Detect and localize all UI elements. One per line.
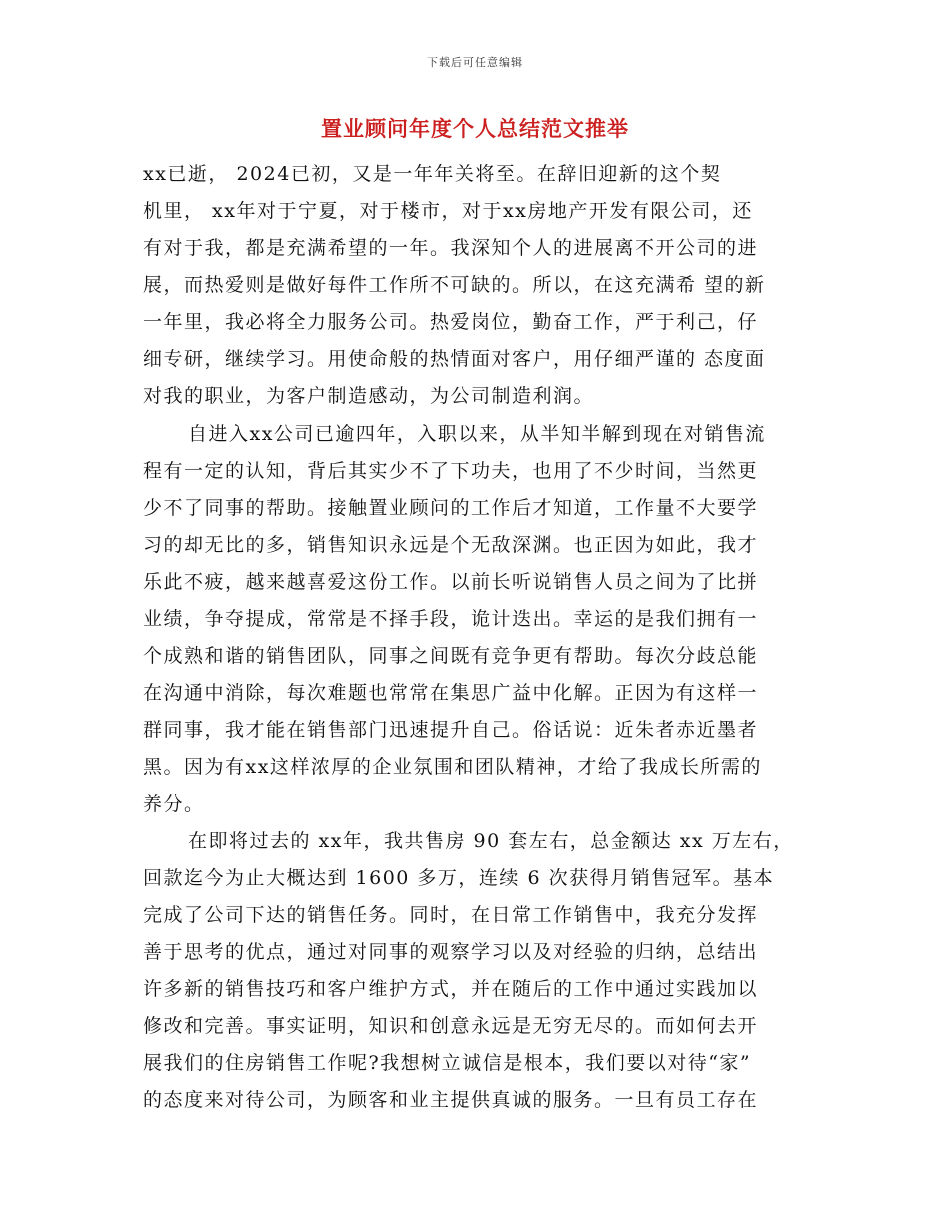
text-line: xx已逝， 2024已初，又是一年年关将至。在辞旧迎新的这个契 bbox=[143, 163, 722, 185]
text-line: 在沟通中消除，每次难题也常常在集思广益中化解。正因为有这样一 bbox=[143, 682, 759, 704]
document-title: 置业顾问年度个人总结范文推举 bbox=[321, 116, 629, 141]
text-line: 对我的职业，为客户制造感动，为公司制造利润。 bbox=[143, 385, 595, 407]
text-line: 的态度来对待公司，为顾客和业主提供真诚的服务。一旦有员工存在 bbox=[143, 1089, 759, 1111]
text-line: 少不了同事的帮助。接触置业顾问的工作后才知道，工作量不大要学 bbox=[143, 497, 759, 519]
text-line: 群同事，我才能在销售部门迅速提升自己。俗话说：近朱者赤近墨者 bbox=[143, 719, 759, 741]
text-line: 黑。因为有xx这样浓厚的企业氛围和团队精神，才给了我成长所需的 bbox=[143, 756, 762, 778]
text-line: 展，而热爱则是做好每件工作所不可缺的。所以，在这充满希 望的新 bbox=[143, 274, 766, 296]
text-line: 完成了公司下达的销售任务。同时，在日常工作销售中，我充分发挥 bbox=[143, 904, 759, 926]
text-line: 程有一定的认知，背后其实少不了下功夫，也用了不少时间，当然更 bbox=[143, 460, 759, 482]
text-line: 展我们的住房销售工作呢?我想树立诚信是根本，我们要以对待“家” bbox=[143, 1052, 752, 1074]
text-line: 许多新的销售技巧和客户维护方式，并在随后的工作中通过实践加以 bbox=[143, 978, 759, 1000]
text-line: 自进入xx公司已逾四年，入职以来，从半知半解到现在对销售流 bbox=[188, 423, 766, 445]
text-line: 机里， xx年对于宁夏，对于楼市，对于xx房地产开发有限公司，还 bbox=[143, 200, 753, 222]
page-header: 下载后可任意编辑 bbox=[427, 56, 523, 69]
text-line: 有对于我，都是充满希望的一年。我深知个人的进展离不开公司的进 bbox=[143, 237, 759, 259]
text-line: 一年里，我必将全力服务公司。热爱岗位，勤奋工作，严于利己，仔 bbox=[143, 311, 759, 333]
text-line: 业绩，争夺提成，常常是不择手段，诡计迭出。幸运的是我们拥有一 bbox=[143, 608, 759, 630]
text-line: 乐此不疲，越来越喜爱这份工作。以前长听说销售人员之间为了比拼 bbox=[143, 571, 759, 593]
text-line: 养分。 bbox=[143, 793, 205, 815]
text-line: 修改和完善。事实证明，知识和创意永远是无穷无尽的。而如何去开 bbox=[143, 1015, 759, 1037]
text-line: 在即将过去的 xx年，我共售房 90 套左右，总金额达 xx 万左右， bbox=[188, 830, 794, 852]
text-line: 细专研，继续学习。用使命般的热情面对客户，用仔细严谨的 态度面 bbox=[143, 348, 766, 370]
text-line: 善于思考的优点，通过对同事的观察学习以及对经验的归纳，总结出 bbox=[143, 941, 759, 963]
text-line: 回款迄今为止大概达到 1600 多万，连续 6 次获得月销售冠军。基本 bbox=[143, 867, 775, 889]
text-line: 个成熟和谐的销售团队，同事之间既有竞争更有帮助。每次分歧总能 bbox=[143, 645, 759, 667]
text-line: 习的却无比的多，销售知识永远是个无敌深渊。也正因为如此，我才 bbox=[143, 534, 759, 556]
